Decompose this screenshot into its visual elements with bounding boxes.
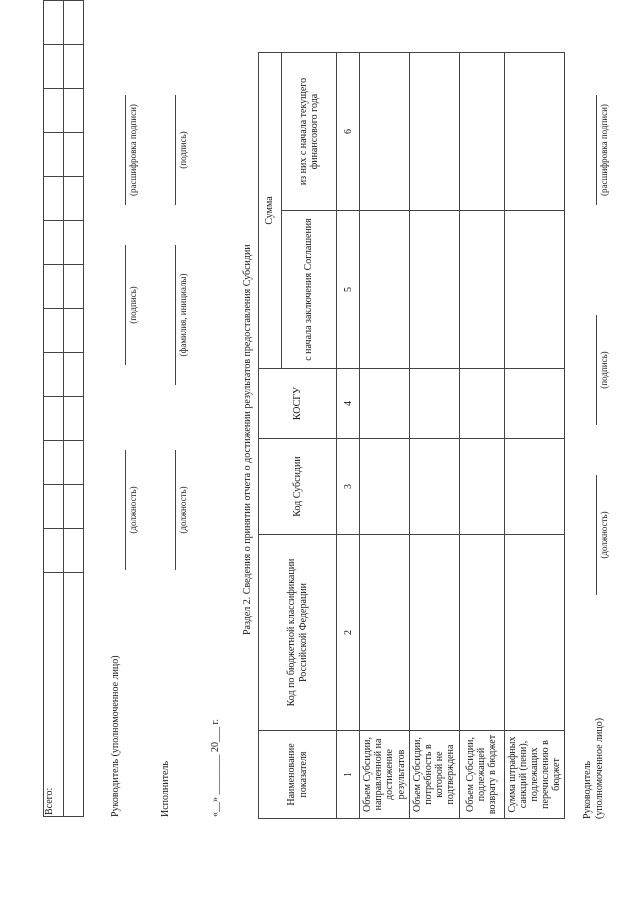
executor-name-caption: (фамилия, инициалы) [178, 273, 188, 357]
table-cell [504, 439, 565, 535]
head-label: Руководитель (уполномоченное лицо) [110, 655, 121, 817]
table-cell [504, 535, 565, 731]
table-cell [409, 211, 459, 369]
column-number: 3 [337, 439, 360, 535]
table-cell [44, 133, 64, 177]
table-cell [44, 485, 64, 529]
signature-line [175, 450, 176, 570]
signature-line [596, 315, 597, 425]
table-cell [409, 369, 459, 439]
bottom-head-label-line2: (уполномоченное лицо) [594, 717, 605, 819]
table-row [459, 53, 504, 819]
table-cell [459, 369, 504, 439]
totals-label-cell [44, 572, 64, 816]
head-signature-caption: (подпись) [128, 286, 138, 324]
table-cell [44, 309, 64, 353]
table-cell [44, 353, 64, 397]
table-cell [44, 1, 64, 45]
executor-position-caption: (должность) [178, 486, 188, 534]
bottom-position-caption: (должность) [599, 511, 609, 559]
table-cell [44, 441, 64, 485]
table-cell [44, 89, 64, 133]
executor-label: Исполнитель [160, 761, 171, 817]
signature-line [596, 475, 597, 595]
column-number: 5 [337, 211, 360, 369]
row-name: Объем Субсидии, направленной на достижение результатов [360, 731, 410, 819]
table-cell [64, 485, 84, 529]
column-number-row [337, 53, 360, 819]
signature-line [125, 95, 126, 205]
table-row [409, 53, 459, 819]
bottom-head-label [582, 718, 606, 819]
table-cell [360, 369, 410, 439]
table-row [360, 53, 410, 819]
column-number: 1 [337, 731, 360, 819]
subsidy-report-table [258, 52, 565, 819]
header-since-agreement: с начала заключения Соглашения [282, 211, 337, 369]
table-cell [64, 1, 84, 45]
table-cell [64, 45, 84, 89]
signature-line [175, 95, 176, 205]
table-cell [44, 397, 64, 441]
column-number: 2 [337, 535, 360, 731]
row-name: Объем Субсидии, потребность в которой не подтверждена [409, 731, 459, 819]
header-sum: Сумма [259, 53, 282, 369]
totals-row [64, 1, 84, 817]
header-since-year: из них с начала текущего финансового года [282, 53, 337, 211]
table-row [504, 53, 565, 819]
signature-line [175, 245, 176, 385]
table-cell [459, 211, 504, 369]
column-number: 6 [337, 53, 360, 211]
header-indicator: Наименование показателя [259, 731, 337, 819]
section-title: Раздел 2. Сведения о принятии отчета о достижении результатов предоставления Субсидии [242, 244, 253, 635]
executor-signature-caption: (подпись) [178, 131, 188, 169]
table-cell [44, 265, 64, 309]
table-cell [64, 309, 84, 353]
table-cell [44, 177, 64, 221]
totals-row-table [43, 0, 84, 817]
table-cell [409, 439, 459, 535]
header-subsidy-code: Код Субсидии [259, 439, 337, 535]
totals-label: Всего: [44, 787, 55, 815]
bottom-head-label-line1: Руководитель [582, 760, 593, 819]
table-cell [64, 441, 84, 485]
header-budget-code: Код по бюджетной классификации Российской Федерации [259, 535, 337, 731]
table-cell [409, 53, 459, 211]
table-cell [64, 572, 84, 816]
table-cell [409, 535, 459, 731]
table-cell [64, 177, 84, 221]
table-cell [64, 221, 84, 265]
header-kosgu: КОСГУ [259, 369, 337, 439]
table-cell [64, 397, 84, 441]
table-cell [504, 53, 565, 211]
table-cell [64, 133, 84, 177]
table-cell [44, 45, 64, 89]
table-cell [504, 211, 565, 369]
date-line: «__» ________ 20___ г. [210, 719, 221, 817]
table-cell [64, 89, 84, 133]
column-number: 4 [337, 369, 360, 439]
table-cell [360, 439, 410, 535]
row-name: Объем Субсидии, подлежащей возврату в бюджет [459, 731, 504, 819]
table-cell [459, 53, 504, 211]
bottom-decode-caption: (расшифровка подписи) [599, 104, 609, 196]
table-cell [64, 529, 84, 573]
head-decode-caption: (расшифровка подписи) [128, 104, 138, 196]
signature-line [596, 95, 597, 205]
bottom-signature-caption: (подпись) [599, 351, 609, 389]
table-cell [44, 529, 64, 573]
table-cell [360, 535, 410, 731]
table-cell [504, 369, 565, 439]
table-cell [360, 211, 410, 369]
totals-row [44, 1, 64, 817]
table-cell [459, 439, 504, 535]
table-cell [459, 535, 504, 731]
table-cell [360, 53, 410, 211]
row-name: Сумма штрафных санкций (пени), подлежащих перечислению в бюджет [504, 731, 565, 819]
head-position-caption: (должность) [128, 486, 138, 534]
table-header-row [259, 53, 282, 819]
signature-line [125, 450, 126, 570]
table-cell [64, 265, 84, 309]
table-cell [64, 353, 84, 397]
signature-line [125, 245, 126, 365]
table-cell [44, 221, 64, 265]
